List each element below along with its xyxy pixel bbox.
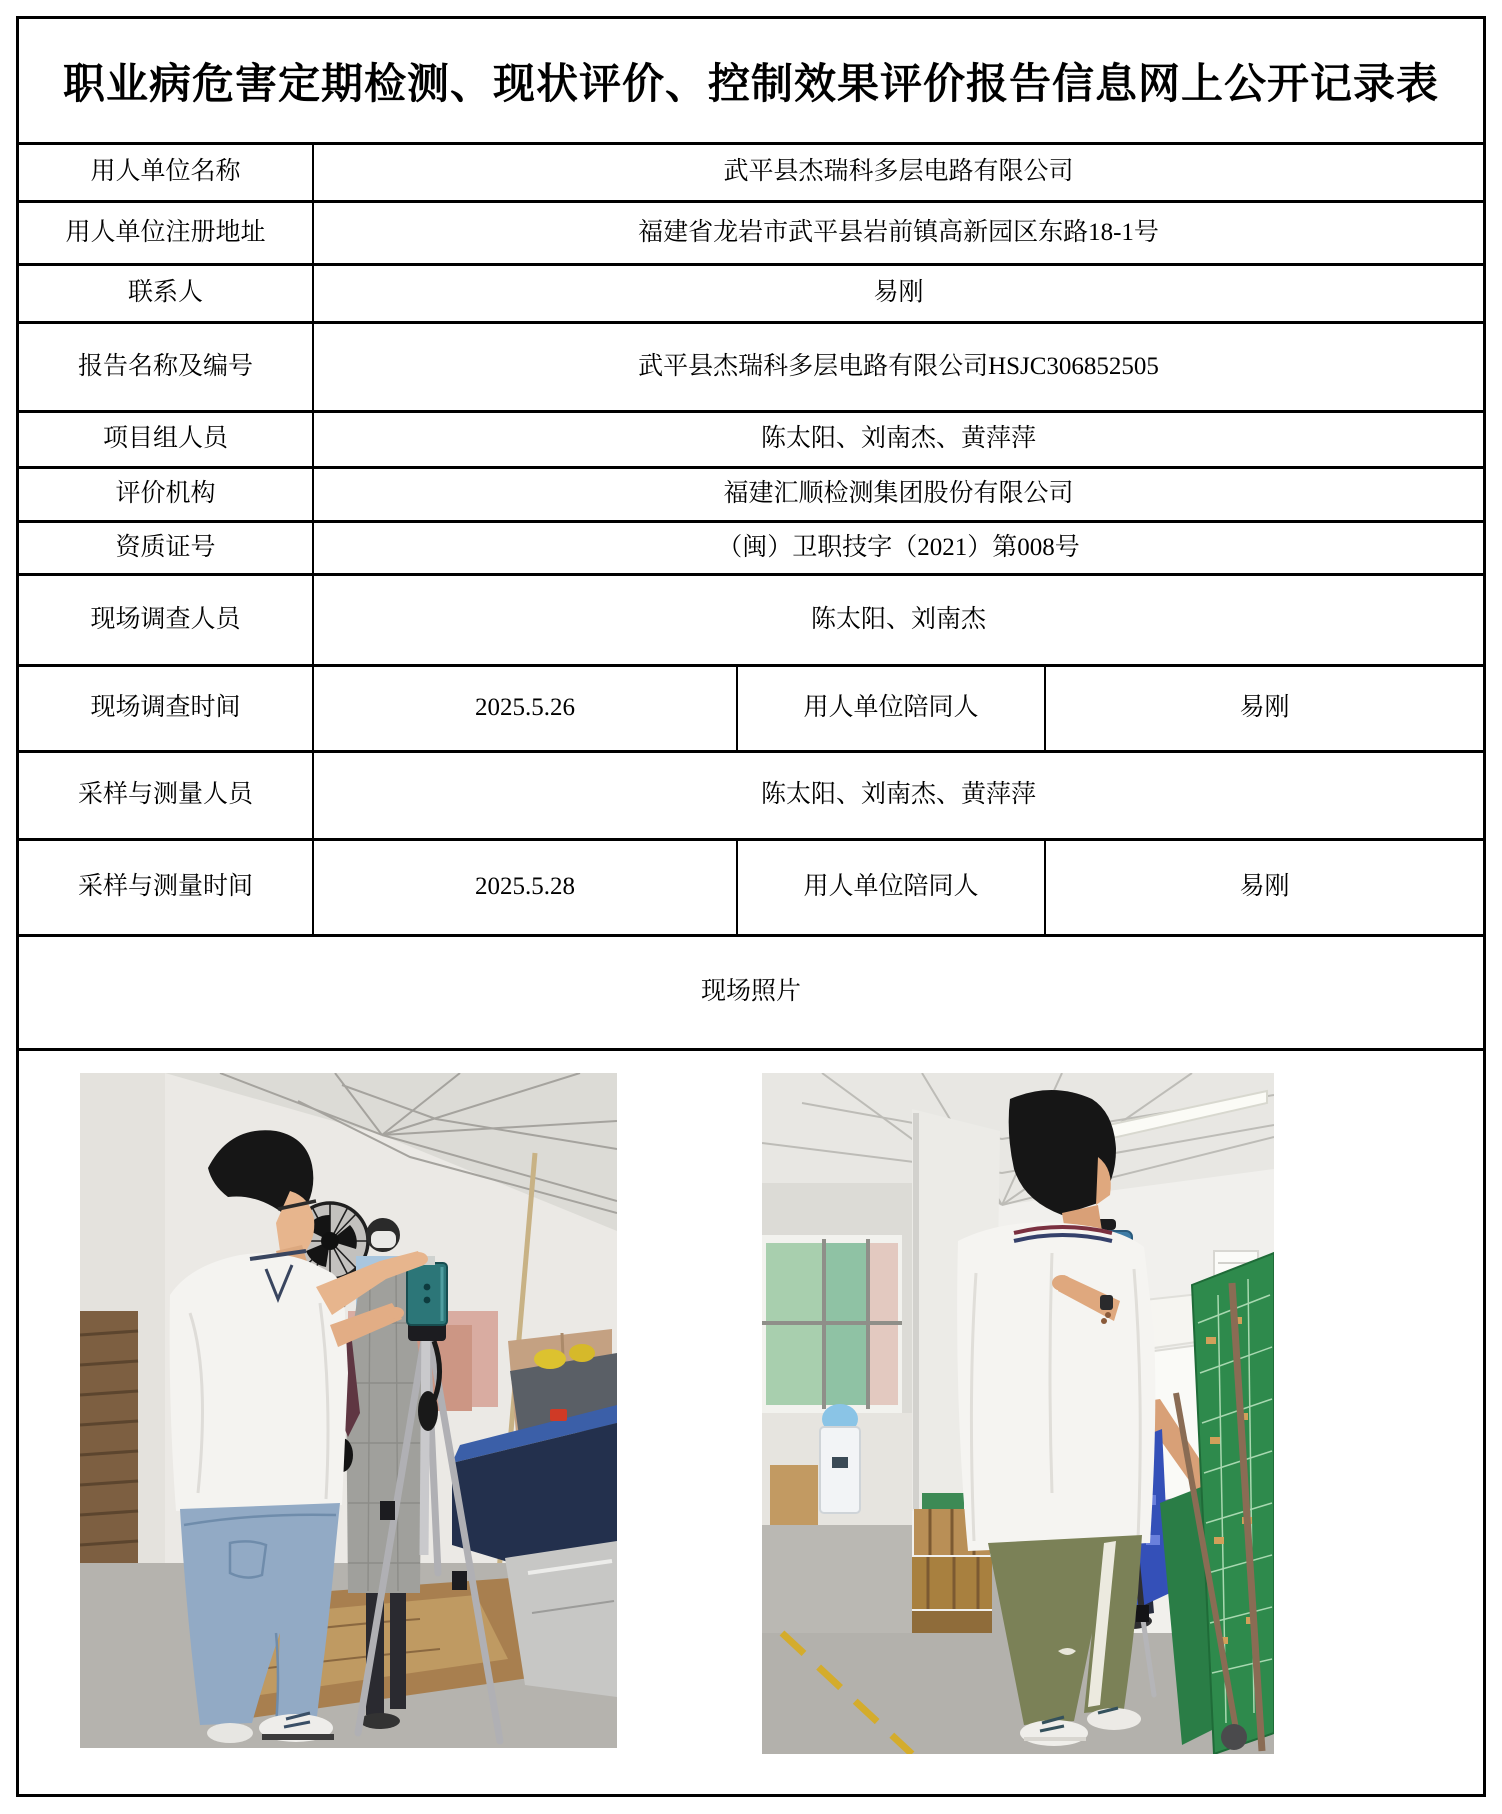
sampling-personnel-label: 采样与测量人员	[77, 781, 253, 809]
row-contact-person	[19, 263, 1483, 321]
sampling-companion-value: 易刚	[1044, 841, 1483, 934]
sampling-time-label: 采样与测量时间	[77, 873, 253, 901]
title-row	[19, 19, 1483, 142]
row-site-photos-header	[19, 934, 1483, 1048]
site-photo-right	[762, 1073, 1274, 1754]
row-project-team	[19, 410, 1483, 466]
project-team-label: 项目组人员	[102, 425, 228, 453]
row-evaluation-agency	[19, 466, 1483, 520]
record-table	[16, 16, 1486, 1797]
employer-address-value: 福建省龙岩市武平县岩前镇高新园区东路18-1号	[312, 203, 1483, 263]
row-employer-name	[19, 142, 1483, 200]
sampling-time-value: 2025.5.28	[312, 841, 736, 934]
row-sampling-personnel	[19, 750, 1483, 838]
sampling-companion-label: 用人单位陪同人	[736, 841, 1044, 934]
row-report-name-number	[19, 321, 1483, 410]
page-title: 职业病危害定期检测、现状评价、控制效果评价报告信息网上公开记录表	[62, 61, 1439, 108]
contact-person-value: 易刚	[312, 266, 1483, 321]
water-dispenser	[820, 1404, 860, 1513]
row-site-survey-time	[19, 664, 1483, 750]
qualification-number-value: （闽）卫职技字（2021）第008号	[312, 523, 1483, 573]
site-photo-left	[80, 1073, 617, 1748]
project-team-value: 陈太阳、刘南杰、黄萍萍	[312, 413, 1483, 466]
report-name-number-value: 武平县杰瑞科多层电路有限公司HSJC306852505	[312, 324, 1483, 410]
evaluation-agency-label: 评价机构	[115, 480, 216, 508]
qualification-number-label: 资质证号	[115, 533, 216, 561]
site-photos-label: 现场照片	[700, 978, 801, 1006]
employer-address-label: 用人单位注册地址	[65, 218, 266, 246]
evaluation-agency-value: 福建汇顺检测集团股份有限公司	[312, 469, 1483, 520]
report-name-number-label: 报告名称及编号	[77, 352, 253, 380]
contact-person-label: 联系人	[127, 279, 203, 307]
site-survey-personnel-value: 陈太阳、刘南杰	[312, 576, 1483, 664]
site-survey-time-value: 2025.5.26	[312, 667, 736, 750]
row-employer-address	[19, 200, 1483, 263]
sampling-personnel-value: 陈太阳、刘南杰、黄萍萍	[312, 753, 1483, 838]
survey-companion-label: 用人单位陪同人	[736, 667, 1044, 750]
row-qualification-number	[19, 520, 1483, 573]
row-sampling-time	[19, 838, 1483, 934]
site-survey-time-label: 现场调查时间	[90, 694, 241, 722]
row-site-survey-personnel	[19, 573, 1483, 664]
employer-name-label: 用人单位名称	[90, 158, 241, 186]
site-survey-personnel-label: 现场调查人员	[90, 605, 241, 633]
survey-companion-value: 易刚	[1044, 667, 1483, 750]
site-photos-area	[19, 1048, 1483, 1794]
employer-name-value: 武平县杰瑞科多层电路有限公司	[312, 145, 1483, 200]
